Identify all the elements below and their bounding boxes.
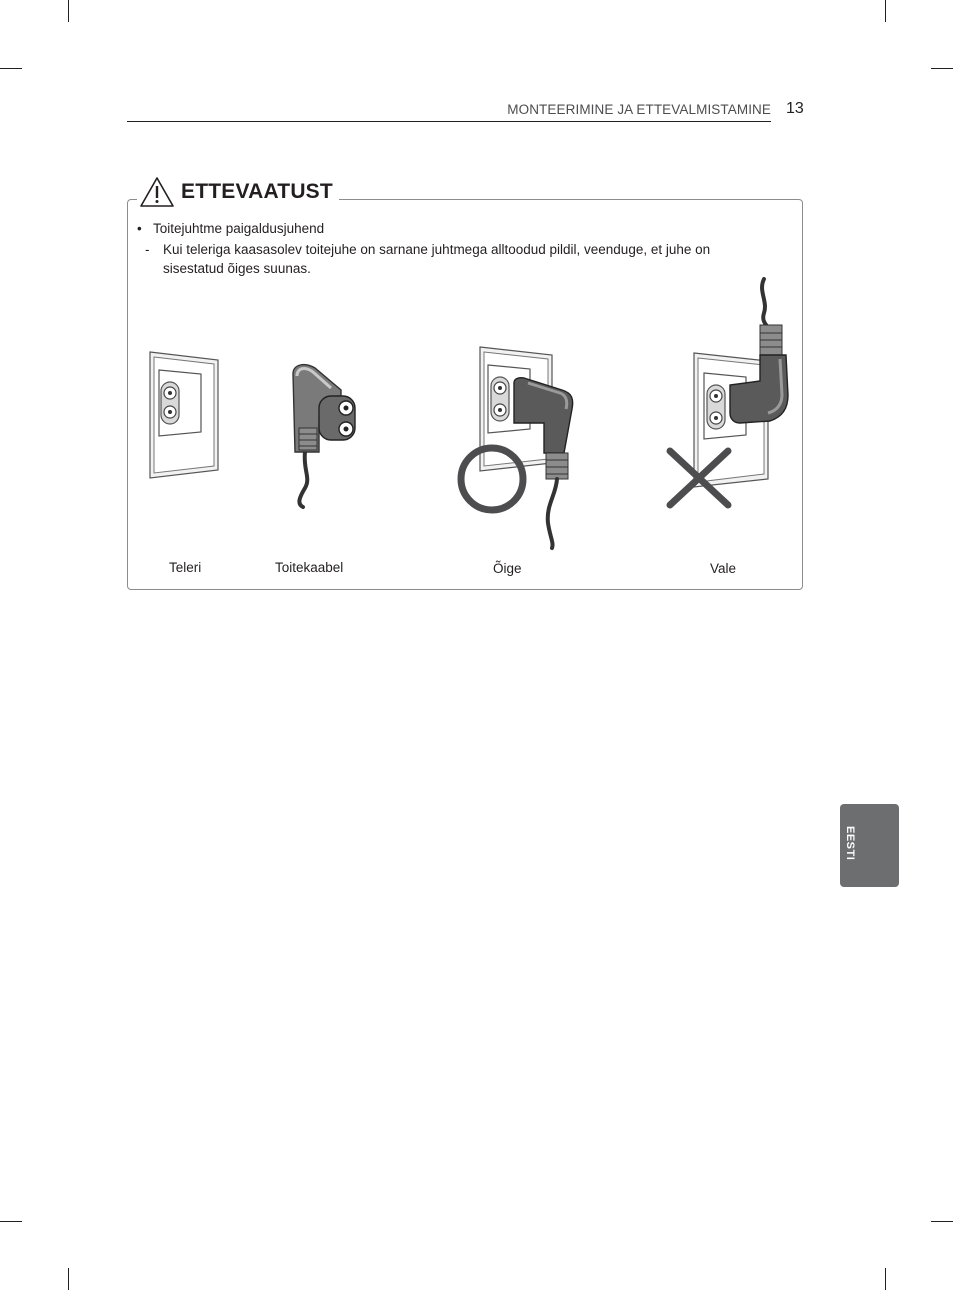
- crop-mark: [885, 1268, 886, 1290]
- wrong-caption: Vale: [710, 561, 737, 576]
- caution-heading: [137, 176, 339, 208]
- language-tab: [840, 804, 899, 887]
- wrong-orientation-illustration: [664, 277, 794, 509]
- power-cable-illustration: [283, 360, 363, 510]
- caution-title: ETTEVAATUST: [181, 180, 333, 203]
- crop-mark: [0, 68, 22, 69]
- bullet-dot: •: [137, 221, 142, 236]
- correct-orientation-illustration: [454, 345, 580, 551]
- crop-mark: [0, 1221, 22, 1222]
- sub-item: [145, 240, 755, 278]
- language-label: EESTI: [844, 826, 856, 861]
- header-rule: [127, 121, 771, 122]
- sub-text: Kui teleriga kaasasolev toitejuhe on sarnane juhtmega alltoodud pildil, veenduge, et juhe on sisestatud õiges suunas.: [163, 242, 711, 276]
- page-number: 13: [786, 100, 804, 117]
- cable-caption: Toitekaabel: [275, 560, 344, 575]
- crop-mark: [885, 0, 886, 22]
- bullet-text: Toitejuhtme paigaldusjuhend: [153, 221, 325, 236]
- tv-caption: Teleri: [169, 560, 202, 575]
- crop-mark: [931, 1221, 953, 1222]
- crop-mark: [68, 0, 69, 22]
- bullet-item: [137, 221, 324, 236]
- sub-dash: -: [145, 242, 150, 257]
- crop-mark: [931, 68, 953, 69]
- section-title: MONTEERIMINE JA ETTEVALMISTAMINE: [507, 102, 771, 117]
- crop-mark: [68, 1268, 69, 1290]
- warning-triangle-icon: [139, 176, 175, 208]
- correct-caption: Õige: [493, 561, 522, 576]
- tv-outlet-illustration: [146, 348, 224, 482]
